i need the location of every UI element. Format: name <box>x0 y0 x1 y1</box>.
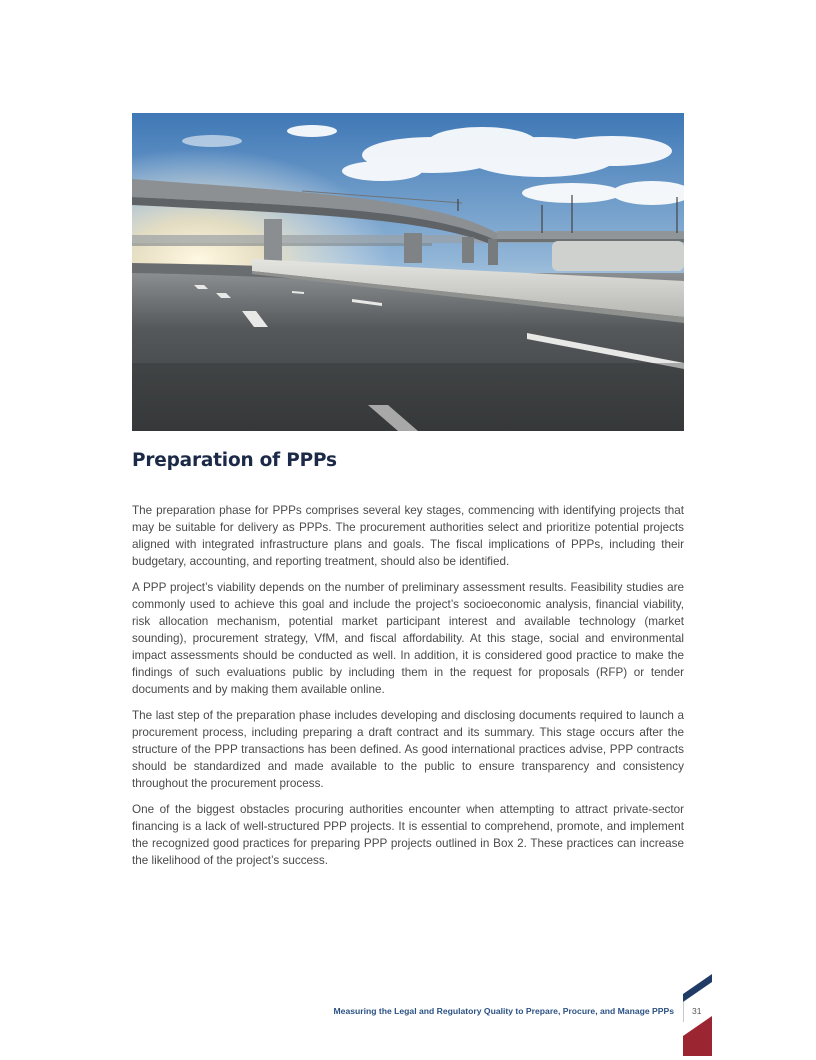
navy-stripe <box>683 974 712 1002</box>
highway-photo <box>132 113 684 431</box>
section-heading: Preparation of PPPs <box>132 450 337 471</box>
red-block <box>683 1016 712 1056</box>
footer-report-title: Measuring the Legal and Regulatory Quality to Prepare, Procure, and Manage PPPs <box>333 1006 674 1016</box>
section-body <box>132 503 684 879</box>
paragraph: One of the biggest obstacles procuring authorities encounter when attempting to attract private-sector financing is a lack of well-structured PPP projects. It is essential to comprehend, promote, and implement the recognized good practices for preparing PPP projects outlined in Box 2. These practices can increase the likelihood of the project’s success. <box>132 803 684 867</box>
paragraph: A PPP project’s viability depends on the number of preliminary assessment results. Feasibility studies are commonly used to achieve this goal and include the project’s socioeconomic analysis, financial viability, risk allocation mechanism, potential market participant interest and available technology (market sounding), procurement strategy, VfM, and fiscal affordability. At this stage, social and environmental impact assessments should be conducted as well. In addition, it is considered good practice to make the findings of such evaluations public by including them in the request for proposals (RFP) or tender documents and by making them available online. <box>132 581 684 696</box>
page-number: 31 <box>692 1006 702 1016</box>
paragraph: The last step of the preparation phase includes developing and disclosing documents required to launch a procurement process, including preparing a draft contract and its summary. This stage occurs after the structure of the PPP transactions has been defined. As good international practices advise, PPP contracts should be standardized and made available to the public to ensure transparency and consistency throughout the procurement process. <box>132 708 684 790</box>
paragraph: The preparation phase for PPPs comprises several key stages, commencing with identifying projects that may be suitable for delivery as PPPs. The procurement authorities select and prioritize potential projects aligned with integrated infrastructure plans and goals. The fiscal implications of PPPs, including their budgetary, accounting, and reporting treatment, should also be identified. <box>132 504 684 568</box>
corner-accent-graphic <box>683 974 712 1060</box>
